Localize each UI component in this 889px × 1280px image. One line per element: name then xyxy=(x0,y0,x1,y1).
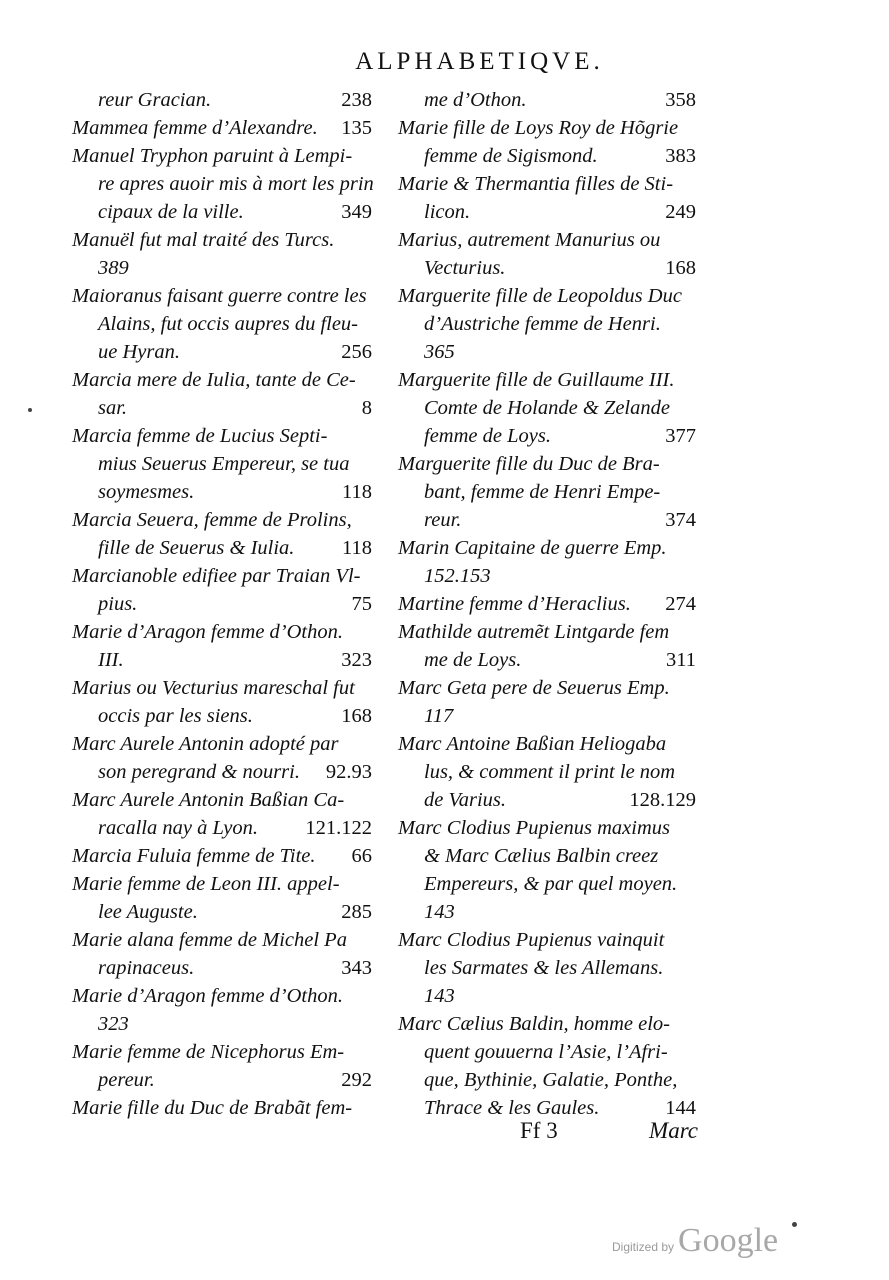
index-text: bant, femme de Henri Empe- xyxy=(424,481,661,503)
index-line xyxy=(72,506,372,534)
index-text: Marie d’Aragon femme d’Othon. xyxy=(72,985,344,1007)
index-line xyxy=(72,1038,372,1066)
index-text: Mammea femme d’Alexandre. xyxy=(72,117,318,139)
index-text: Marc Clodius Pupienus vainquit xyxy=(398,929,665,951)
index-line xyxy=(398,730,696,758)
index-line xyxy=(398,870,696,898)
index-text: Marcia Seuera, femme de Prolins, xyxy=(72,509,352,531)
index-text: les Sarmates & les Allemans. xyxy=(424,957,664,979)
index-text: 143 xyxy=(424,985,455,1007)
index-text: Marguerite fille de Guillaume III. xyxy=(398,369,675,391)
index-line xyxy=(72,1010,372,1038)
index-text: lus, & comment il print le nom xyxy=(424,761,676,783)
index-line xyxy=(398,478,696,506)
index-line xyxy=(72,674,372,702)
index-line xyxy=(72,814,372,842)
index-text: Marius ou Vecturius mareschal fut xyxy=(72,677,355,699)
scan-speck xyxy=(792,1222,797,1227)
running-header: ALPHABETIQVE. xyxy=(355,48,604,75)
index-text: pereur. xyxy=(98,1069,155,1091)
index-text: cipaux de la ville. xyxy=(98,201,244,223)
page-reference: 66 xyxy=(351,845,372,867)
index-text: femme de Sigismond. xyxy=(424,145,598,167)
index-line xyxy=(72,114,372,142)
page-reference: 144 xyxy=(665,1097,696,1119)
index-line xyxy=(398,702,696,730)
index-text: fille de Seuerus & Iulia. xyxy=(98,537,295,559)
index-text: son peregrand & nourri. xyxy=(98,761,300,783)
index-text: Thrace & les Gaules. xyxy=(424,1097,600,1119)
index-line xyxy=(398,366,696,394)
index-line xyxy=(72,254,372,282)
page-reference: 274 xyxy=(665,593,696,615)
page-reference: 358 xyxy=(665,89,696,111)
index-text: lee Auguste. xyxy=(98,901,198,923)
page-reference: 8 xyxy=(361,397,372,419)
index-text: Marie fille de Loys Roy de Hõgrie xyxy=(398,117,679,139)
index-text: me d’Othon. xyxy=(424,89,527,111)
page-reference: 92.93 xyxy=(325,761,372,783)
index-text: reur. xyxy=(424,509,462,531)
index-line xyxy=(72,450,372,478)
index-line xyxy=(398,1066,696,1094)
index-line xyxy=(72,590,372,618)
index-text: 323 xyxy=(98,1013,129,1035)
index-text: Marguerite fille du Duc de Bra- xyxy=(398,453,660,475)
index-text: Marc Clodius Pupienus maximus xyxy=(398,817,670,839)
index-column-left xyxy=(72,86,372,1122)
index-text: licon. xyxy=(424,201,471,223)
index-text: Marguerite fille de Leopoldus Duc xyxy=(398,285,682,307)
index-line xyxy=(398,758,696,786)
page-reference: 168 xyxy=(665,257,696,279)
index-text: Marius, autrement Manurius ou xyxy=(398,229,661,251)
index-text: mius Seuerus Empereur, se tua xyxy=(98,453,350,475)
page-reference: 249 xyxy=(665,201,696,223)
watermark-logo: Google xyxy=(678,1222,779,1259)
index-line xyxy=(398,282,696,310)
index-text: quent gouuerna l’Asie, l’Afri- xyxy=(424,1041,668,1063)
index-line xyxy=(72,338,372,366)
index-text: Marin Capitaine de guerre Emp. xyxy=(398,537,667,559)
index-text: Maioranus faisant guerre contre les xyxy=(72,285,367,307)
index-line xyxy=(398,422,696,450)
index-text: Mathilde autremẽt Lintgarde fem xyxy=(398,621,670,643)
index-line xyxy=(398,226,696,254)
index-text: Manuel Tryphon paruint à Lempi- xyxy=(72,145,353,167)
index-line xyxy=(72,730,372,758)
index-text: Marcianoble edifiee par Traian Vl- xyxy=(72,565,361,587)
index-line xyxy=(72,926,372,954)
index-text: Marc Geta pere de Seuerus Emp. xyxy=(398,677,670,699)
index-text: sar. xyxy=(98,397,128,419)
catchword: Marc xyxy=(649,1118,698,1143)
index-line xyxy=(72,282,372,310)
index-text: me de Loys. xyxy=(424,649,522,671)
index-text: femme de Loys. xyxy=(424,425,551,447)
index-text: Marie & Thermantia filles de Sti- xyxy=(398,173,674,195)
index-line xyxy=(72,366,372,394)
index-line xyxy=(72,702,372,730)
index-line xyxy=(72,478,372,506)
index-text: de Varius. xyxy=(424,789,506,811)
page-reference: 292 xyxy=(341,1069,372,1091)
index-line xyxy=(398,534,696,562)
page-reference: 323 xyxy=(341,649,372,671)
index-line xyxy=(398,310,696,338)
index-line xyxy=(398,198,696,226)
index-text: Marie d’Aragon femme d’Othon. xyxy=(72,621,344,643)
index-text: Marie femme de Nicephorus Em- xyxy=(72,1041,345,1063)
page-reference: 343 xyxy=(341,957,372,979)
index-line xyxy=(398,590,696,618)
index-line xyxy=(398,506,696,534)
index-text: rapinaceus. xyxy=(98,957,195,979)
index-text: Comte de Holande & Zelande xyxy=(424,397,670,419)
index-line xyxy=(72,170,372,198)
page-reference: 238 xyxy=(341,89,372,111)
index-text: 117 xyxy=(424,705,454,727)
index-text: ue Hyran. xyxy=(98,341,180,363)
index-text: Marc Antoine Baßian Heliogaba xyxy=(398,733,667,755)
index-line xyxy=(398,954,696,982)
index-line xyxy=(72,310,372,338)
index-line xyxy=(398,1038,696,1066)
index-line xyxy=(72,1066,372,1094)
index-line xyxy=(398,926,696,954)
page-reference: 118 xyxy=(342,537,372,559)
index-text: Marc Aurele Antonin Baßian Ca- xyxy=(72,789,345,811)
page-reference: 311 xyxy=(666,649,696,671)
index-line xyxy=(398,254,696,282)
index-text: Marie fille du Duc de Brabãt fem- xyxy=(72,1097,353,1119)
index-text: & Marc Cælius Balbin creez xyxy=(424,845,659,867)
index-line xyxy=(398,86,696,114)
index-text: Empereurs, & par quel moyen. xyxy=(424,873,678,895)
index-line xyxy=(72,646,372,674)
index-line xyxy=(398,982,696,1010)
index-text: Alains, fut occis aupres du fleu- xyxy=(98,313,359,335)
index-line xyxy=(72,618,372,646)
index-text: III. xyxy=(98,649,124,671)
index-line xyxy=(398,1010,696,1038)
index-line xyxy=(398,786,696,814)
index-text: d’Austriche femme de Henri. xyxy=(424,313,661,335)
index-text: soymesmes. xyxy=(98,481,195,503)
page-reference: 118 xyxy=(342,481,372,503)
index-line xyxy=(72,870,372,898)
index-text: reur Gracian. xyxy=(98,89,212,111)
page-footer xyxy=(520,1118,698,1144)
digitization-watermark xyxy=(612,1222,778,1260)
index-text: Martine femme d’Heraclius. xyxy=(398,593,631,615)
page-reference: 135 xyxy=(341,117,372,139)
index-text: Marcia mere de Iulia, tante de Ce- xyxy=(72,369,356,391)
index-line xyxy=(398,338,696,366)
index-text: Marcia femme de Lucius Septi- xyxy=(72,425,328,447)
index-text: occis par les siens. xyxy=(98,705,253,727)
index-line xyxy=(398,562,696,590)
index-line xyxy=(72,842,372,870)
page-reference: 374 xyxy=(665,509,696,531)
index-line xyxy=(72,758,372,786)
index-text: 365 xyxy=(424,341,455,363)
watermark-prefix: Digitized by xyxy=(612,1240,675,1254)
index-line xyxy=(72,86,372,114)
index-line xyxy=(72,982,372,1010)
index-text: racalla nay à Lyon. xyxy=(98,817,258,839)
index-column-right xyxy=(398,86,696,1122)
index-line xyxy=(72,562,372,590)
index-line xyxy=(72,534,372,562)
index-line xyxy=(72,422,372,450)
index-line xyxy=(398,114,696,142)
index-line xyxy=(398,674,696,702)
page-reference: 256 xyxy=(341,341,372,363)
index-line xyxy=(398,170,696,198)
index-text: Marie femme de Leon III. appel- xyxy=(72,873,340,895)
index-line xyxy=(72,954,372,982)
index-line xyxy=(398,142,696,170)
index-text: Vecturius. xyxy=(424,257,506,279)
index-line xyxy=(398,450,696,478)
index-line xyxy=(72,1094,372,1122)
scan-speck xyxy=(28,408,32,412)
index-text: que, Bythinie, Galatie, Ponthe, xyxy=(424,1069,678,1091)
index-line xyxy=(72,226,372,254)
page-reference: 383 xyxy=(665,145,696,167)
index-text: 389 xyxy=(98,257,129,279)
index-line xyxy=(398,814,696,842)
index-line xyxy=(398,618,696,646)
index-text: Marc Aurele Antonin adopté par xyxy=(72,733,339,755)
page-reference: 75 xyxy=(351,593,372,615)
index-text: Manuël fut mal traité des Turcs. xyxy=(72,229,335,251)
index-text: Marcia Fuluia femme de Tite. xyxy=(72,845,316,867)
index-text: 152.153 xyxy=(424,565,491,587)
index-line xyxy=(398,898,696,926)
index-line xyxy=(398,394,696,422)
index-line xyxy=(398,646,696,674)
index-text: 143 xyxy=(424,901,455,923)
index-text: Marie alana femme de Michel Pa xyxy=(72,929,347,951)
page-reference: 168 xyxy=(341,705,372,727)
index-line xyxy=(72,898,372,926)
index-line xyxy=(72,786,372,814)
page-reference: 128.129 xyxy=(629,789,696,811)
index-text: Marc Cælius Baldin, homme elo- xyxy=(398,1013,670,1035)
page-reference: 349 xyxy=(341,201,372,223)
index-text: pius. xyxy=(98,593,138,615)
page-reference: 377 xyxy=(665,425,696,447)
index-line xyxy=(72,394,372,422)
index-line xyxy=(398,842,696,870)
index-line xyxy=(72,198,372,226)
index-text: re apres auoir mis à mort les prin xyxy=(98,173,374,195)
page-reference: 285 xyxy=(341,901,372,923)
page-reference: 121.122 xyxy=(305,817,372,839)
signature-mark: Ff 3 xyxy=(520,1118,558,1143)
index-line xyxy=(72,142,372,170)
